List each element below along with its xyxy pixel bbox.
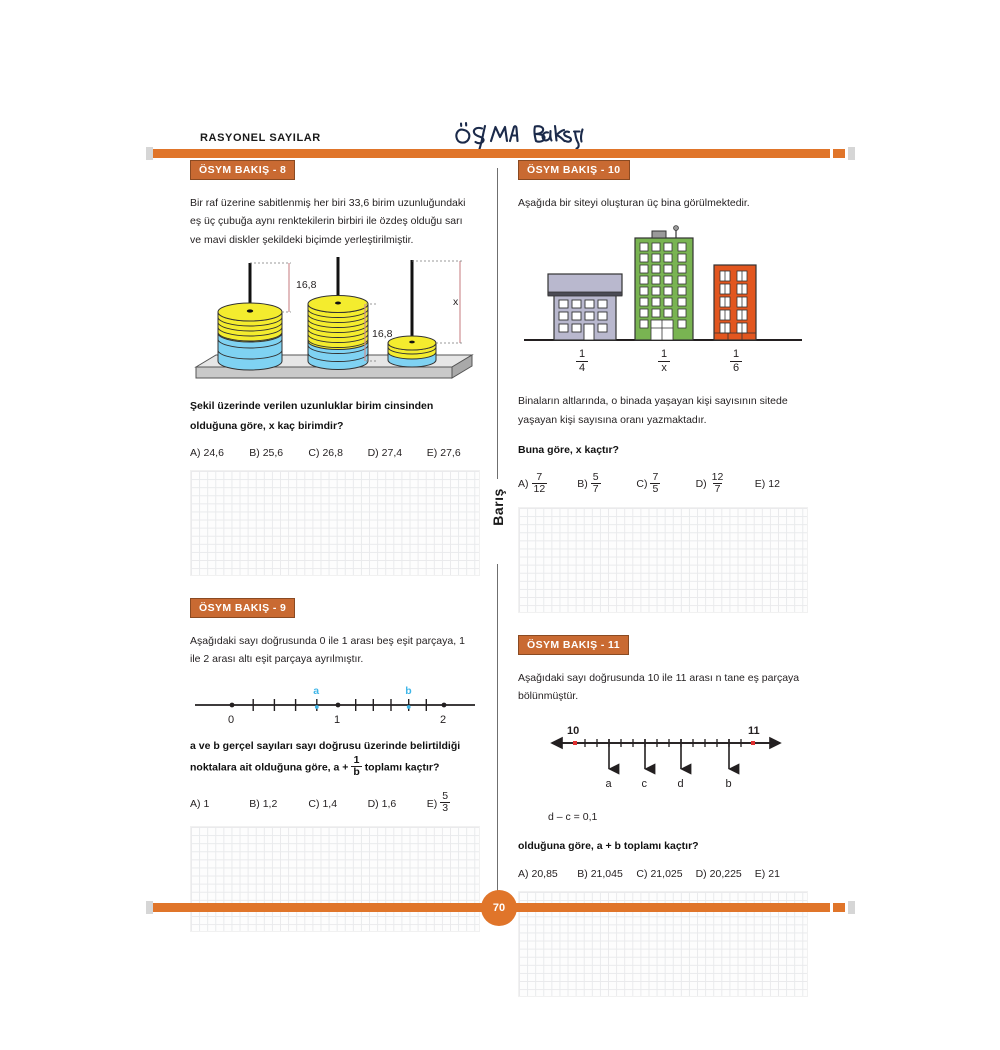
option-b-key: B) <box>249 797 260 810</box>
option-d-key: D) <box>695 867 707 880</box>
fraction-numerator: 1 <box>579 348 586 361</box>
header-rule-cap-right <box>848 147 855 160</box>
option-d-key: D) <box>367 447 379 460</box>
option-d-key: D) <box>367 797 379 810</box>
fraction-numerator: 1 <box>353 754 360 767</box>
option-d-fraction <box>710 472 726 495</box>
option-c-fraction <box>650 472 660 495</box>
question-9-figure <box>190 683 480 725</box>
building-fraction-row <box>518 348 808 382</box>
question-9-intro: Aşağıdaki sayı doğrusunda 0 ile 1 arası beş eşit parçaya, 1 ile 2 arası altı eşit parçaya ayrılmıştır. <box>190 635 465 666</box>
option-a-fraction <box>532 472 548 495</box>
option-e-key: E) <box>426 447 438 460</box>
option-c[interactable] <box>636 868 695 880</box>
question-10 <box>518 160 818 613</box>
arrow-label-a: a <box>605 778 612 791</box>
option-b-key: B) <box>577 478 588 491</box>
left-column <box>190 160 490 932</box>
question-9-badge: ÖSYM BAKIŞ - 9 <box>190 598 295 618</box>
option-b[interactable] <box>577 470 636 496</box>
option-d[interactable] <box>695 470 755 496</box>
question-8-intro: Bir raf üzerine sabitlenmiş her biri 33,6 birim uzunluğundaki eş üç çubuğa aynı renktekilerin birbiri ile özdeş olduğu sarı ve mavi diskler şekildeki biçimde yerleştirilmiştir. <box>190 197 466 246</box>
question-11-figure <box>518 717 808 809</box>
disk-stack-2 <box>308 257 368 370</box>
fraction-numerator: 12 <box>711 470 724 483</box>
arrow-label-d: d <box>677 778 684 791</box>
option-c-key: C) <box>636 867 648 880</box>
option-a[interactable] <box>518 470 577 496</box>
question-9 <box>190 598 490 932</box>
option-a-key: A) <box>190 797 201 810</box>
question-9-prompt-post: toplamı kaçtır? <box>364 761 440 774</box>
fraction-numerator: 7 <box>652 470 659 483</box>
option-a-text: 1 <box>203 797 210 810</box>
option-c-text: 26,8 <box>322 447 343 460</box>
option-d[interactable] <box>368 447 427 459</box>
option-b[interactable] <box>249 792 308 815</box>
question-8 <box>190 160 490 576</box>
question-10-options <box>518 470 814 496</box>
option-e-fraction <box>440 791 450 814</box>
page-number: 70 <box>481 890 517 926</box>
fraction-numerator: 5 <box>442 790 449 803</box>
endpoint-11 <box>751 741 755 745</box>
fraction-denominator: 7 <box>592 482 599 495</box>
fraction-numerator: 7 <box>536 470 543 483</box>
footer-rule-cap-left <box>146 901 153 914</box>
dim-label-x: x <box>453 296 459 309</box>
building-fraction-3 <box>730 348 742 373</box>
option-c[interactable] <box>636 470 695 496</box>
marker-b-dot <box>407 705 411 709</box>
fraction-denominator: 3 <box>442 802 449 815</box>
question-9-workspace[interactable] <box>190 826 480 932</box>
label-2: 2 <box>440 713 447 726</box>
option-a-key: A) <box>518 867 529 880</box>
right-column <box>518 160 818 997</box>
option-a-text: 24,6 <box>203 447 224 460</box>
building-orange <box>714 265 756 340</box>
option-c-text: 21,025 <box>650 867 683 880</box>
header-rule <box>152 149 830 158</box>
question-8-figure <box>190 255 480 385</box>
option-c[interactable] <box>308 447 367 459</box>
building-gray <box>548 274 622 340</box>
header-rule-cap-left <box>146 147 153 160</box>
question-8-prompt: Şekil üzerinde verilen uzunluklar birim cinsinden olduğuna göre, x kaç birimdir? <box>190 400 434 432</box>
option-b-key: B) <box>249 447 260 460</box>
question-9-prompt-pre: a ve b gerçel sayıları sayı doğrusu üzerinde belirtildiği noktalara ait olduğuna göre, a + <box>190 739 461 774</box>
tick-1 <box>336 702 341 707</box>
option-c-text: 1,4 <box>322 797 338 810</box>
marker-a-label: a <box>313 684 320 697</box>
option-b[interactable] <box>249 447 308 459</box>
question-10-intro: Aşağıda bir siteyi oluşturan üç bina görülmektedir. <box>518 197 750 210</box>
option-b-text: 1,2 <box>262 797 278 810</box>
label-11: 11 <box>748 725 760 738</box>
question-10-figure <box>518 220 808 348</box>
option-a-text: 20,85 <box>531 867 558 880</box>
option-d-text: 20,225 <box>709 867 742 880</box>
fraction-numerator: 1 <box>661 348 668 361</box>
option-a-key: A) <box>518 478 529 491</box>
option-d[interactable] <box>696 868 755 880</box>
option-e-text: 27,6 <box>440 447 461 460</box>
tick-2 <box>442 702 447 707</box>
osym-bakis-logo <box>452 118 592 152</box>
dim-label-1: 16,8 <box>296 279 317 292</box>
disk-stack-3 <box>388 260 436 367</box>
question-10-intro2: Binaların altlarında, o binada yaşayan kişi sayısının sitede yaşayan kişi sayısına oranı yazmaktadır. <box>518 395 788 426</box>
footer-rule-cap-right <box>848 901 855 914</box>
fraction-denominator: x <box>658 361 670 374</box>
building-fraction-1 <box>576 348 588 373</box>
option-e[interactable] <box>427 447 486 459</box>
question-9-prompt <box>190 737 482 779</box>
option-e[interactable] <box>755 473 814 496</box>
question-8-badge: ÖSYM BAKIŞ - 8 <box>190 160 295 180</box>
option-e-key: E) <box>754 478 766 491</box>
option-e-text: 21 <box>768 867 780 880</box>
option-e-key: E) <box>426 797 438 810</box>
option-a[interactable] <box>190 792 249 815</box>
question-10-workspace[interactable] <box>518 507 808 613</box>
fraction-denominator: b <box>353 766 360 779</box>
tick-0 <box>230 702 235 707</box>
header-rule-dot <box>833 149 845 158</box>
option-e[interactable] <box>427 792 486 815</box>
option-d-text: 27,4 <box>381 447 403 460</box>
option-d-key: D) <box>695 478 707 491</box>
question-8-workspace[interactable] <box>190 470 480 576</box>
label-0: 0 <box>228 713 235 726</box>
fraction-denominator: 6 <box>730 361 742 374</box>
option-c[interactable] <box>308 792 367 815</box>
question-11-prompt: olduğuna göre, a + b toplamı kaçtır? <box>518 840 699 853</box>
fraction-denominator: 4 <box>576 361 588 374</box>
question-11-condition: d – c = 0,1 <box>548 811 598 824</box>
chapter-title: RASYONEL SAYILAR <box>200 132 321 144</box>
option-d-text: 1,6 <box>381 797 397 810</box>
disk-stack-1 <box>218 263 282 370</box>
marker-a-dot <box>315 705 319 709</box>
fraction-denominator: 7 <box>714 482 721 495</box>
question-9-prompt-fraction <box>351 755 361 778</box>
building-green <box>635 226 693 340</box>
side-label: Barış <box>486 479 510 535</box>
option-e[interactable] <box>755 868 814 880</box>
question-10-prompt: Buna göre, x kaçtır? <box>518 444 619 457</box>
arrow-label-c: c <box>641 778 647 791</box>
question-8-options <box>190 447 486 459</box>
option-e-text: 12 <box>768 478 780 491</box>
marker-b-label: b <box>405 684 412 697</box>
endpoint-10 <box>573 741 577 745</box>
fraction-numerator: 5 <box>592 470 599 483</box>
label-1: 1 <box>334 713 341 726</box>
fraction-denominator: 5 <box>652 482 659 495</box>
dim-label-2: 16,8 <box>372 328 393 341</box>
question-11 <box>518 635 818 997</box>
option-a[interactable] <box>518 868 577 880</box>
option-b-key: B) <box>577 867 588 880</box>
option-c-key: C) <box>308 447 320 460</box>
question-11-intro: Aşağıdaki sayı doğrusunda 10 ile 11 arası n tane eş parçaya bölünmüştür. <box>518 671 800 703</box>
question-11-options <box>518 868 814 880</box>
question-10-badge: ÖSYM BAKIŞ - 10 <box>518 160 630 180</box>
question-9-options <box>190 792 486 815</box>
footer-rule-dot <box>833 903 845 912</box>
building-fraction-2 <box>658 348 670 373</box>
option-a-key: A) <box>190 447 201 460</box>
option-a[interactable] <box>190 447 249 459</box>
label-10: 10 <box>567 725 580 738</box>
fraction-numerator: 1 <box>733 348 740 361</box>
option-c-key: C) <box>636 478 648 491</box>
question-11-badge: ÖSYM BAKIŞ - 11 <box>518 635 629 655</box>
option-b-text: 25,6 <box>262 447 284 460</box>
option-b-text: 21,045 <box>590 867 623 880</box>
option-e-key: E) <box>754 867 766 880</box>
option-b[interactable] <box>577 868 636 880</box>
option-d[interactable] <box>368 792 427 815</box>
arrow-label-b: b <box>725 778 732 791</box>
fraction-denominator: 12 <box>533 482 546 495</box>
option-b-fraction <box>591 472 601 495</box>
option-c-key: C) <box>308 797 320 810</box>
